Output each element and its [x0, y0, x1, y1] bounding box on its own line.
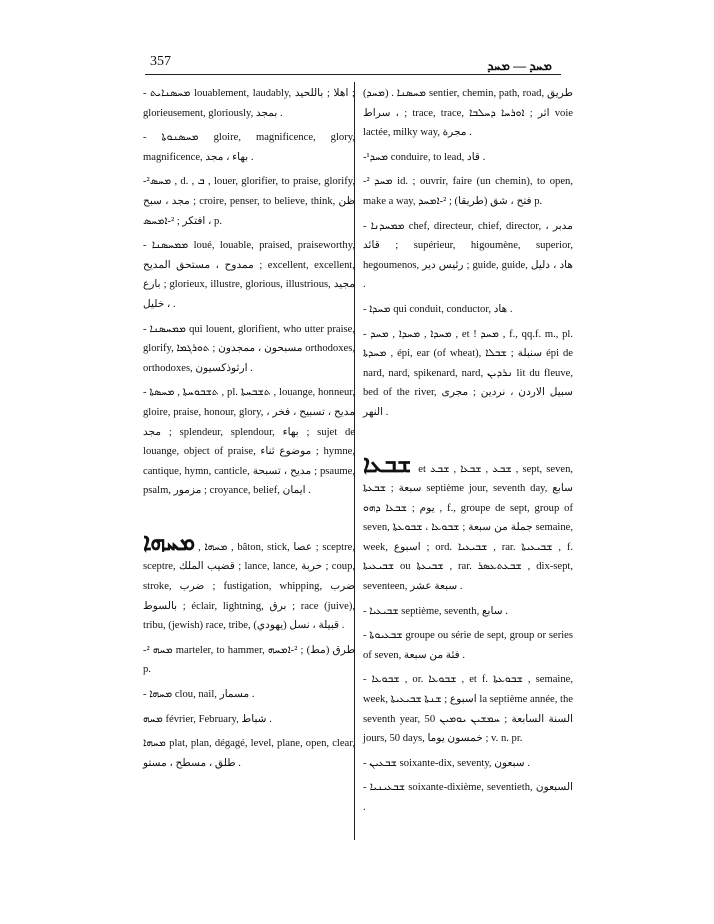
right-column	[363, 84, 573, 823]
dictionary-entry: - ܡܡܚܣܢܐ qui louent, glorifient, who utter praise, glorify, مسبحون ، ممجدون ; ܬܘܪܓܡܐ orthodoxes, orthodoxes, ارثوذكسيون .	[143, 323, 355, 374]
dictionary-entry: - ܡܚܣܢܘܬܐ gloire, magnificence, glory, magnificence, بهاء ، مجد .	[143, 132, 355, 163]
dictionary-entry: ܫܒܥܐ et ܫܒܥ , ܫܒܥܐ , ܫܒܥ , sept, seven, سبعة ; ܫܒܥܬܐ septième jour, seventh day, سابع يوم ; ܫܒܥܐ ܕܗܘ , f., groupe de sept, group of seven, جملة من سبعة ; ܫܒܘܥܐ ، ܫܒܘܥܬܐ semaine, week, اسبوع ; ord. ܫܒܝܥܝܐ , rar. ܫܒܝܥܝܬܐ , f. ܫܒܝܥܝܬܐ ou ܫܒܝܥܬܐ , rar. ܫܒܥܬܥܣܪ , dix-sept, seventeen, سبعة عشر .	[363, 451, 574, 593]
dictionary-entry: - ܫܒܥܝܢ soixante-dix, seventy, سبعون .	[363, 757, 530, 769]
running-head: ܡܚܕ — ܡܚܕ	[487, 58, 552, 73]
dictionary-entry: ܡܚܗܐ plat, plan, dégagé, level, plane, open, clear, طلق ، مسطح ، مستو .	[143, 738, 355, 769]
dictionary-entry: -²ܡܚܣ , d. , ܒ , louer, glorifier, to praise, glorify, مجد ، سبح ; croire, penser, to believe, think, ظن ، افتكر ; ²-ܐܡܚܣ p.	[143, 176, 355, 227]
dictionary-entry: - ܡܚܗܐ clou, nail, مسمار .	[143, 689, 255, 701]
dictionary-entry: ܡܚܗ février, February, شباط .	[143, 713, 272, 725]
dictionary-entry: - ܡܚܕܐ qui conduit, conductor, هاد .	[363, 303, 513, 315]
dictionary-entry: - ܡܚܕܐ , ܡܚܕܐ , ܡܚܕ , et ! ܡܚܕ , f., qq.f. m., pl. ܡܚܕܬܐ , épi, ear (of wheat), سنبلة ; ܫܒܠܐ épi de nard, nard, spikenard, nard, ܢܪܕܝܢ lit du fleuve, bed of the river, سبيل الاردن ، نردين ; مجرى النهر .	[363, 328, 574, 418]
dictionary-entry: (ܡܚܕ) . ܡܚܣܢܐ sentier, chemin, path, road, طريق ، سراط ; trace, trace, اثر ; ܐܘܪܚܐ ܕܚܠܒܐ voie lactée, milky way, مجرة .	[363, 88, 573, 139]
entry-headword: ܫܒܥܐ	[363, 451, 412, 478]
dictionary-entry: - ܬܫܒܘܚܬܐ , ܡܚܣܬܐ , pl. ܬܫܒܚܬܐ , louange, honneur, gloire, praise, honour, glory, مديح ، تسبيح ، فخر ، مجد ; splendeur, splendour, بهاء ; sujet de louange, object of praise, موضوع ثناء ; hymne, cantique, hymn, canticle, مديح ، تسبحة ; psaume, psalm, مزمور ; croyance, belief, ايمان .	[143, 387, 355, 497]
dictionary-entry: - ܫܒܘܥܐ , or. ܫܒܘܥܐ , et f. ܫܒܘܥܬܐ , semaine, week, اسبوع ; ܫܢܬܐ ܫܒܝܥܝܬܐ la septième année, the seventh year, السنة السابعة ; ܚܡܫܝܢ ܝܘܡܝܢ 50 jours, 50 days, خمسون يوما ; v. n. pr.	[363, 674, 573, 745]
dictionary-entry: -¹ܡܚܕ conduire, to lead, قاد .	[363, 151, 486, 163]
dictionary-entry: - ܡܚܣܢܐܝܬ louablement, laudably, اهلا ; باللحيد ; glorieusement, gloriously, بمجد .	[143, 88, 355, 119]
header-rule	[145, 74, 561, 75]
dictionary-entry: -² ܡܚܗ marteler, to hammer, طرق (مط) ; ²-ܐܡܚܗ p.	[143, 644, 356, 676]
dictionary-entry: - ܡܡܚܣܢܐ loué, louable, praised, praiseworthy, ممدوح ، مستحق المديح ; excellent, excellent, بارع ; glorieux, illustre, glorious, illustrious, مجيد ، خليل .	[143, 240, 355, 310]
dictionary-entry: - ܡܡܚܕܢܐ chef, directeur, chief, director, مدبر ، قائد ; supérieur, higoumène, superior, hegoumenos, رئيس دير ; guide, guide, هاد ، دليل .	[363, 220, 573, 291]
left-column	[143, 84, 355, 778]
dictionary-entry: - ܫܒܝܥܝܐ septième, seventh, سابع .	[363, 605, 508, 617]
dictionary-entry: ܡܚܗܐ , ܡܚܗܐ , bâton, stick, عصا ; sceptre, sceptre, قضيب الملك ; lance, lance, حربة ; coup, stroke, ضرب ; fustigation, whipping, ضرب بالسوط ; éclair, lightning, برق ; race (juive), tribu, (jewish) race, tribe, قبيلة ، نسل (يهودي) .	[143, 529, 356, 632]
dictionary-entry: - ܫܒܥܝܘܬܐ groupe ou série de sept, group or series of seven, فئة من سبعة .	[363, 630, 573, 661]
entry-headword: ܡܚܗܐ	[143, 529, 196, 556]
page-number: 357	[150, 54, 171, 69]
dictionary-entry: -² ܡܚܕ id. ; ouvrir, faire (un chemin), to open, make a way, فتح ، شق (طريقا) ; ²-ܐܡܚܕ p.	[363, 176, 573, 207]
dictionary-entry: - ܫܒܥܝܢܝܐ soixante-dixième, seventieth, السبعون .	[363, 782, 573, 813]
